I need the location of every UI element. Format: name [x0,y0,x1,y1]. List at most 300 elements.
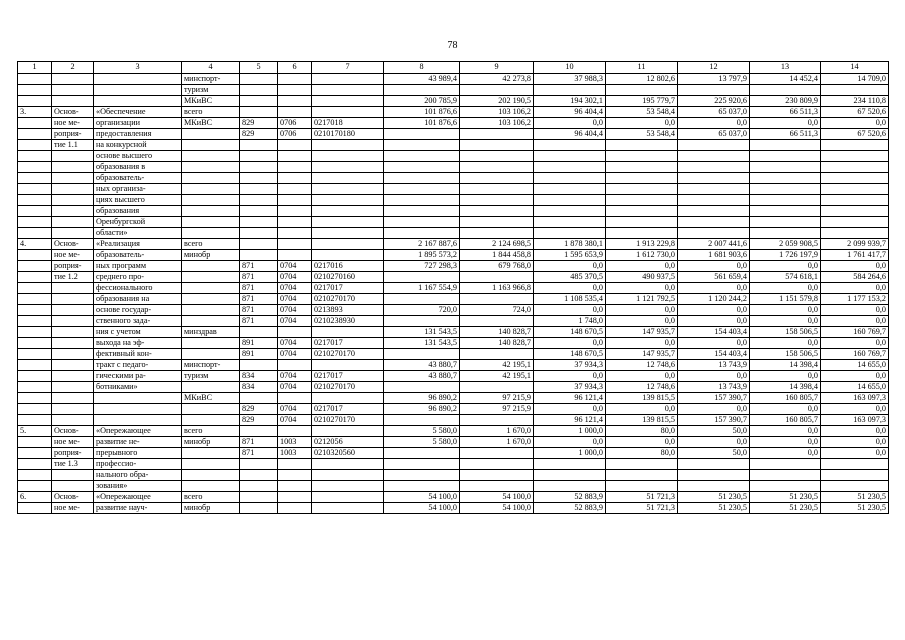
table-cell: ное ме- [52,250,94,261]
table-cell [534,162,606,173]
table-cell: всего [182,426,240,437]
table-cell [678,217,750,228]
table-cell [678,162,750,173]
table-cell: 0210320560 [312,448,384,459]
table-cell: 1 177 153,2 [821,294,889,305]
table-cell: 1 612 730,0 [606,250,678,261]
table-cell: 1 913 229,8 [606,239,678,250]
table-cell: 0704 [278,272,312,283]
table-cell: 6. [18,492,52,503]
table-cell: 2 059 908,5 [750,239,821,250]
table-cell [182,316,240,327]
table-cell: 195 779,7 [606,96,678,107]
table-cell [750,195,821,206]
table-cell: 1 670,0 [460,426,534,437]
table-cell: 891 [240,349,278,360]
table-cell [240,426,278,437]
table-cell: 5 580,0 [384,437,460,448]
table-cell: 0,0 [606,305,678,316]
table-cell [52,349,94,360]
table-cell: 0,0 [534,437,606,448]
table-cell: 490 937,5 [606,272,678,283]
table-cell: 12 802,6 [606,74,678,85]
table-cell: 37 934,3 [534,382,606,393]
table-cell: туризм [182,371,240,382]
table-cell [821,85,889,96]
table-cell [182,217,240,228]
table-cell [240,470,278,481]
table-cell [460,470,534,481]
table-cell [182,151,240,162]
table-cell: 561 659,4 [678,272,750,283]
table-cell [384,129,460,140]
table-cell: 0,0 [534,338,606,349]
table-cell [182,382,240,393]
table-cell: 0213893 [312,305,384,316]
table-cell [312,206,384,217]
table-cell [384,349,460,360]
table-cell [18,371,52,382]
table-cell: 140 828,7 [460,338,534,349]
table-row [18,338,889,349]
table-cell: 13 797,9 [678,74,750,85]
table-row [18,74,889,85]
table-cell: 0217017 [312,283,384,294]
table-cell [182,173,240,184]
table-cell [278,151,312,162]
table-cell [750,162,821,173]
table-cell: фессионального [94,283,182,294]
table-cell: 139 815,5 [606,415,678,426]
table-cell [278,360,312,371]
table-cell [52,316,94,327]
table-cell [278,459,312,470]
table-cell: 37 934,3 [534,360,606,371]
table-cell [94,393,182,404]
table-cell [750,184,821,195]
table-cell: 37 988,3 [534,74,606,85]
table-cell: 1 163 966,8 [460,283,534,294]
table-cell [278,503,312,514]
table-cell [18,195,52,206]
column-header: 8 [384,62,460,74]
table-cell: минздрав [182,327,240,338]
table-cell [240,327,278,338]
table-cell [384,382,460,393]
table-cell: 0217017 [312,338,384,349]
table-cell [182,470,240,481]
table-cell [240,140,278,151]
table-cell: 0210270170 [312,294,384,305]
table-cell [312,96,384,107]
table-cell [18,250,52,261]
table-cell [312,250,384,261]
table-cell [278,162,312,173]
table-cell: ное ме- [52,118,94,129]
table-cell: 0,0 [606,261,678,272]
table-cell: 42 195,1 [460,360,534,371]
table-cell [750,459,821,470]
table-cell [240,503,278,514]
table-cell [821,206,889,217]
table-cell: 1 895 573,2 [384,250,460,261]
table-cell: 2 124 698,5 [460,239,534,250]
table-cell [678,459,750,470]
table-cell: 871 [240,448,278,459]
table-cell: 131 543,5 [384,338,460,349]
table-cell: 157 390,7 [678,393,750,404]
table-cell [52,206,94,217]
table-cell [18,481,52,492]
table-cell: 0,0 [678,437,750,448]
table-row [18,140,889,151]
table-cell: 54 100,0 [384,503,460,514]
table-cell: 720,0 [384,305,460,316]
table-cell: 2 167 887,6 [384,239,460,250]
table-cell [240,107,278,118]
table-cell: на конкурсной [94,140,182,151]
table-cell [278,217,312,228]
table-cell [750,206,821,217]
table-cell [182,140,240,151]
table-cell: 225 920,6 [678,96,750,107]
table-cell: тракт с педаго- [94,360,182,371]
table-cell: 160 805,7 [750,393,821,404]
table-cell [750,85,821,96]
table-cell [18,470,52,481]
budget-table [17,61,889,514]
table-cell: ственного зада- [94,316,182,327]
table-row [18,85,889,96]
table-cell [18,283,52,294]
table-cell: 0217016 [312,261,384,272]
table-row [18,173,889,184]
table-cell [606,173,678,184]
table-cell [606,140,678,151]
table-cell [821,470,889,481]
table-cell [312,140,384,151]
table-cell: 5 580,0 [384,426,460,437]
table-cell: 0704 [278,283,312,294]
table-cell [182,305,240,316]
table-cell [18,261,52,272]
table-cell: 829 [240,118,278,129]
table-row [18,503,889,514]
table-cell: 160 769,7 [821,349,889,360]
table-cell: 0,0 [534,371,606,382]
table-cell: всего [182,107,240,118]
table-row [18,195,889,206]
table-cell: 0,0 [821,305,889,316]
table-cell: 154 403,4 [678,349,750,360]
table-cell [750,173,821,184]
table-cell: 1 121 792,5 [606,294,678,305]
table-cell [182,415,240,426]
table-cell [678,481,750,492]
table-cell: 0,0 [606,283,678,294]
table-cell [18,96,52,107]
table-cell: 51 230,5 [750,492,821,503]
table-cell: ное ме- [52,437,94,448]
table-cell: 139 815,5 [606,393,678,404]
table-cell: 0,0 [678,283,750,294]
table-row [18,426,889,437]
table-cell [240,393,278,404]
table-cell [182,349,240,360]
table-cell: 871 [240,261,278,272]
table-cell: фективный кон- [94,349,182,360]
table-cell [534,85,606,96]
table-cell [821,173,889,184]
table-cell [182,206,240,217]
table-cell [240,481,278,492]
table-cell: 158 506,5 [750,327,821,338]
table-cell [821,481,889,492]
table-cell: 12 748,6 [606,382,678,393]
table-cell [240,250,278,261]
column-header: 6 [278,62,312,74]
table-cell [460,415,534,426]
column-header: 11 [606,62,678,74]
table-cell: роприя- [52,129,94,140]
table-cell [312,492,384,503]
table-cell [18,228,52,239]
table-row [18,129,889,140]
table-cell: 80,0 [606,448,678,459]
table-cell [460,206,534,217]
table-cell: 154 403,4 [678,327,750,338]
table-cell: 891 [240,338,278,349]
table-cell [52,470,94,481]
table-cell [606,184,678,195]
table-cell [182,283,240,294]
table-cell [18,217,52,228]
table-cell: 103 106,2 [460,107,534,118]
table-cell: 14 398,4 [750,382,821,393]
table-cell: зования» [94,481,182,492]
table-cell: 67 520,6 [821,129,889,140]
table-cell [460,140,534,151]
table-cell [312,503,384,514]
table-cell: 0,0 [606,371,678,382]
table-row [18,261,889,272]
table-cell: 485 370,5 [534,272,606,283]
table-cell [278,228,312,239]
table-cell: 53 548,4 [606,107,678,118]
table-cell [460,173,534,184]
table-cell: 0704 [278,316,312,327]
table-cell [678,470,750,481]
table-cell: 97 215,9 [460,393,534,404]
table-cell [240,217,278,228]
table-cell: минобр [182,250,240,261]
table-cell [278,184,312,195]
table-cell: минобр [182,437,240,448]
table-cell: 65 037,0 [678,129,750,140]
table-cell [460,162,534,173]
table-cell [534,195,606,206]
table-cell: 0,0 [750,426,821,437]
table-cell [18,184,52,195]
table-cell: 0,0 [750,437,821,448]
table-cell: 0704 [278,305,312,316]
table-cell [240,184,278,195]
table-cell: выхода на эф- [94,338,182,349]
table-cell [821,140,889,151]
table-cell [18,140,52,151]
table-cell [384,140,460,151]
table-cell: развитие не- [94,437,182,448]
table-cell: 0704 [278,261,312,272]
table-cell [384,85,460,96]
table-row [18,360,889,371]
table-cell [18,151,52,162]
table-cell [384,195,460,206]
table-cell: 53 548,4 [606,129,678,140]
table-cell [750,228,821,239]
table-cell [278,74,312,85]
table-row [18,481,889,492]
table-cell: прерывного [94,448,182,459]
column-header: 3 [94,62,182,74]
table-cell [52,184,94,195]
table-cell [678,206,750,217]
table-cell [18,162,52,173]
table-cell: «Опережающее [94,426,182,437]
table-cell [460,85,534,96]
table-cell: 0,0 [534,283,606,294]
table-cell [312,195,384,206]
table-cell [821,162,889,173]
table-cell [312,151,384,162]
table-cell: МКиВС [182,96,240,107]
table-cell: 0,0 [678,305,750,316]
table-cell [94,415,182,426]
table-cell: 202 190,5 [460,96,534,107]
table-cell [18,74,52,85]
table-cell: 0,0 [750,283,821,294]
table-cell: 1 844 458,8 [460,250,534,261]
table-cell [312,459,384,470]
table-cell [384,228,460,239]
table-cell: 230 809,9 [750,96,821,107]
column-header: 5 [240,62,278,74]
table-cell [384,415,460,426]
table-cell [240,74,278,85]
column-header: 4 [182,62,240,74]
table-cell: 0704 [278,338,312,349]
table-cell [534,481,606,492]
table-cell: 0,0 [750,305,821,316]
table-cell: 14 709,0 [821,74,889,85]
table-cell [182,162,240,173]
table-cell: 0,0 [606,118,678,129]
table-cell: Основ- [52,107,94,118]
table-cell: 147 935,7 [606,349,678,360]
table-cell: 0,0 [750,448,821,459]
table-cell [312,173,384,184]
table-cell [52,294,94,305]
column-header: 7 [312,62,384,74]
table-cell: 0704 [278,382,312,393]
table-cell: ных программ [94,261,182,272]
table-row [18,448,889,459]
table-cell: 51 721,3 [606,492,678,503]
table-cell [384,459,460,470]
table-cell: 96 404,4 [534,107,606,118]
table-cell: 834 [240,371,278,382]
table-cell: 871 [240,283,278,294]
table-cell [606,195,678,206]
table-cell: 1 670,0 [460,437,534,448]
table-cell: 51 230,5 [678,492,750,503]
table-cell [278,85,312,96]
table-cell [460,129,534,140]
table-cell [52,371,94,382]
table-cell: 50,0 [678,426,750,437]
table-row [18,96,889,107]
table-cell: 14 452,4 [750,74,821,85]
column-header: 10 [534,62,606,74]
table-cell: 1 761 417,7 [821,250,889,261]
table-cell [18,360,52,371]
table-cell [312,162,384,173]
table-cell: циях высшего [94,195,182,206]
table-cell: 148 670,5 [534,349,606,360]
table-cell: 0,0 [750,404,821,415]
table-cell: 0,0 [750,118,821,129]
table-cell [460,151,534,162]
table-cell: 0,0 [821,283,889,294]
table-cell: 0,0 [750,338,821,349]
table-cell [460,382,534,393]
table-cell [182,272,240,283]
table-cell [52,360,94,371]
table-cell: 234 110,8 [821,96,889,107]
table-cell: 574 618,1 [750,272,821,283]
table-cell [18,173,52,184]
table-row [18,184,889,195]
table-cell [278,195,312,206]
table-cell [240,151,278,162]
table-cell: 0704 [278,294,312,305]
table-cell: ботниками» [94,382,182,393]
table-row [18,118,889,129]
table-cell: 96 890,2 [384,393,460,404]
table-cell [52,195,94,206]
table-cell [312,217,384,228]
table-cell: 103 106,2 [460,118,534,129]
table-cell: 0,0 [678,118,750,129]
table-cell: 0,0 [534,404,606,415]
table-row [18,393,889,404]
table-cell: 163 097,3 [821,393,889,404]
table-cell: «Опережающее [94,492,182,503]
table-cell: тие 1.2 [52,272,94,283]
table-cell [278,250,312,261]
table-cell [460,316,534,327]
table-cell [240,228,278,239]
table-cell [18,415,52,426]
table-cell: основе высшего [94,151,182,162]
table-cell: 97 215,9 [460,404,534,415]
table-cell: 727 298,3 [384,261,460,272]
table-cell [384,151,460,162]
table-cell: 0,0 [821,404,889,415]
table-cell: 51 230,5 [821,503,889,514]
table-cell [52,305,94,316]
table-cell [240,195,278,206]
